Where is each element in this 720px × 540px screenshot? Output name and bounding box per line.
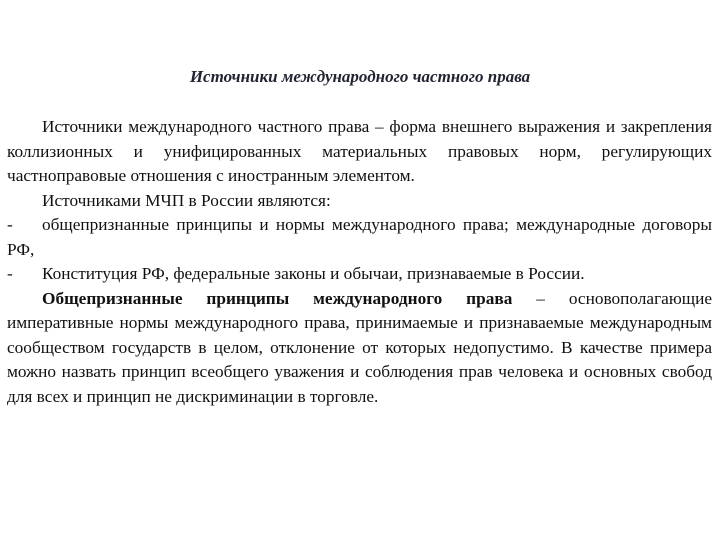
list-item: [7, 262, 712, 287]
list-item-text: Конституция РФ, федеральные законы и обычаи, признаваемые в России.: [42, 264, 585, 283]
principles-paragraph: [7, 287, 712, 410]
definition-paragraph: Источники международного частного права – форма внешнего выражения и закрепления коллизионных и унифицированных материальных правовых норм, регулирующих частноправовые отношения с иностранным элементом.: [7, 117, 712, 185]
list-item-text: общепризнанные принципы и нормы международного права; международные договоры РФ,: [7, 215, 712, 259]
principles-text: – основополагающие императивные нормы международного права, принимаемые и признаваемые международным сообществом государств в целом, отклонение от которых недопустимо. В качестве примера можно назвать принцип всеобщего уважения и соблюдения прав человека и основных свобод для всех и принцип не дискриминации в торговле.: [7, 288, 712, 406]
principles-term: Общепризнанные принципы международного права: [42, 288, 513, 308]
sources-intro-paragraph: Источниками МЧП в России являются:: [42, 190, 331, 210]
slide-body: [7, 115, 712, 409]
slide-title: Источники международного частного права: [189, 67, 531, 86]
list-item: [7, 213, 712, 262]
list-marker: -: [7, 264, 13, 283]
list-marker: -: [7, 215, 13, 234]
